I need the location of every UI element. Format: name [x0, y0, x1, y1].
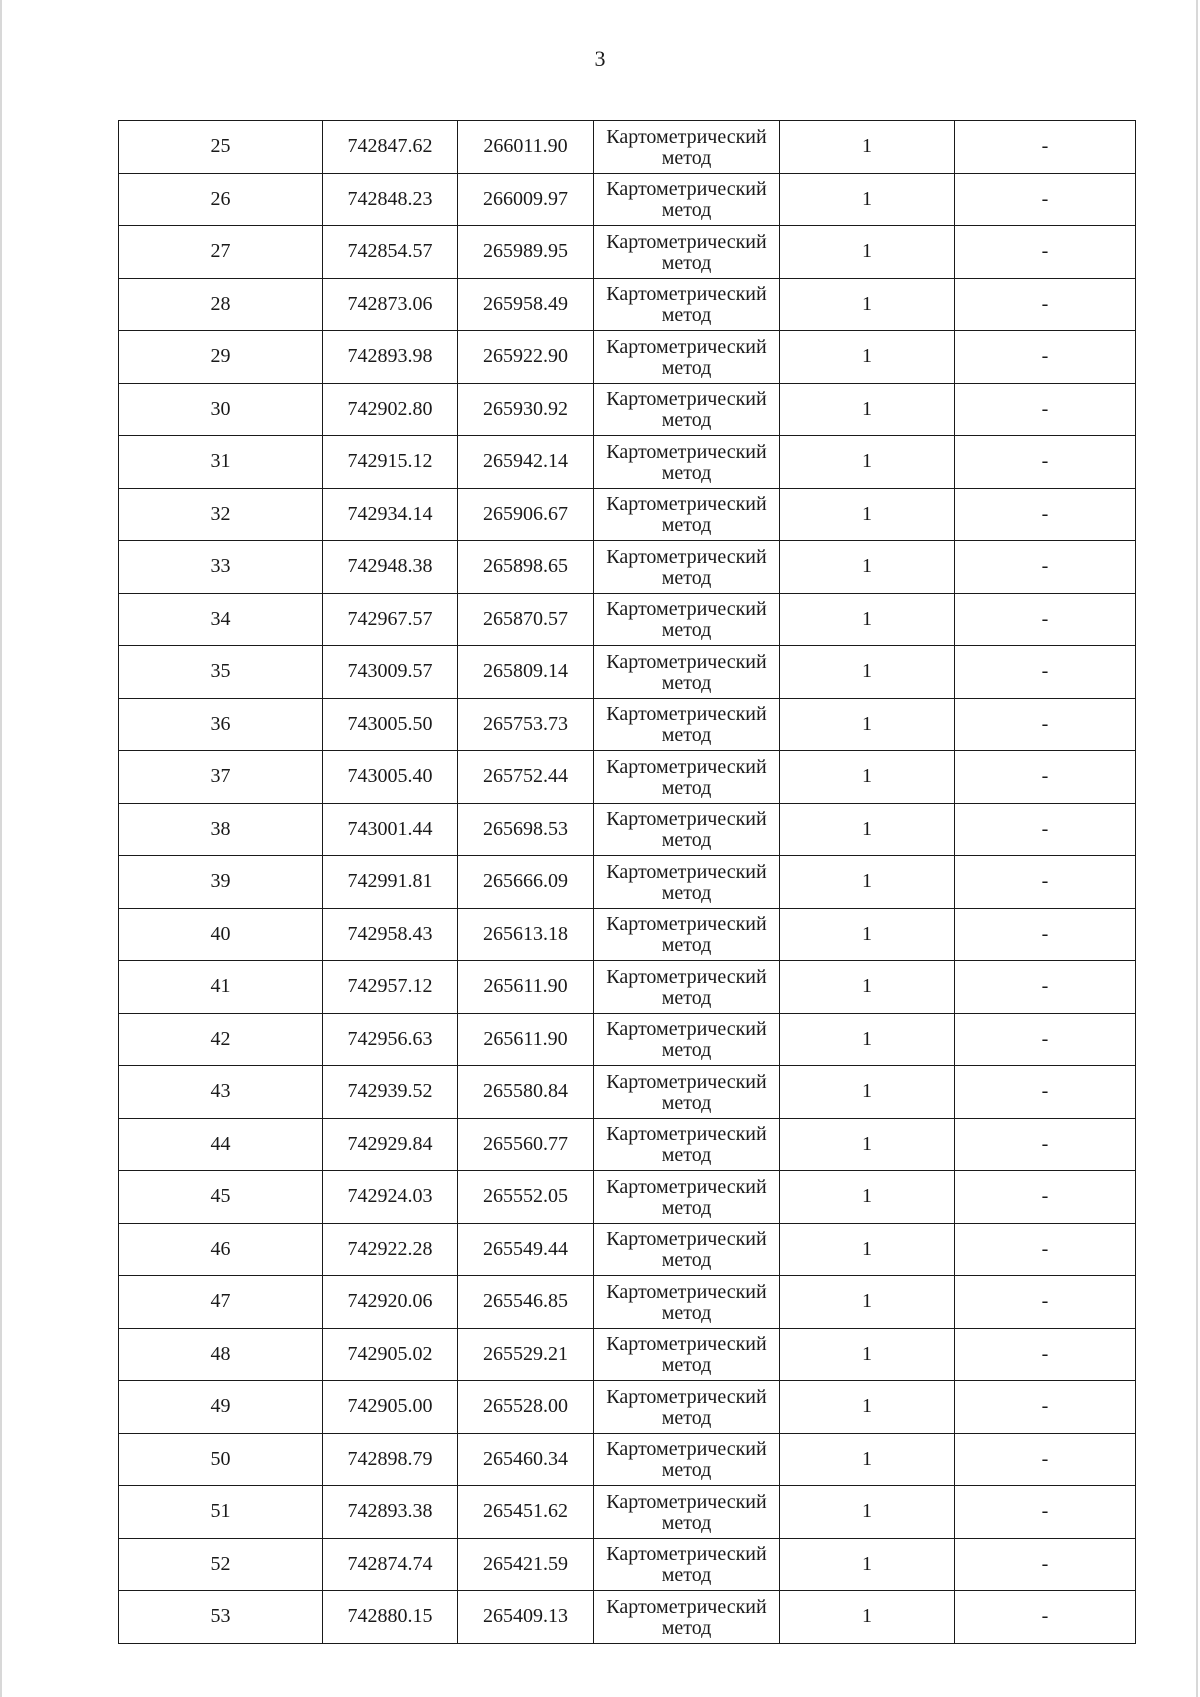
- method-text-line: Картометрический: [606, 650, 767, 673]
- method-text-line: метод: [661, 146, 712, 169]
- method-text-line: метод: [661, 619, 712, 642]
- note-cell: -: [955, 226, 1136, 279]
- note-cell: -: [955, 383, 1136, 436]
- point-number-cell: 26: [119, 173, 323, 226]
- accuracy-cell: 1: [780, 541, 955, 594]
- table-row: [119, 1328, 1136, 1381]
- method-cell: [594, 856, 780, 909]
- coordinates-table-body: [119, 121, 1136, 1644]
- x-coordinate-cell: 742915.12: [323, 436, 458, 489]
- accuracy-cell: 1: [780, 698, 955, 751]
- method-text-line: Картометрический: [606, 598, 767, 621]
- x-coordinate-cell: 742956.63: [323, 1013, 458, 1066]
- table-row: [119, 278, 1136, 331]
- point-number-cell: 48: [119, 1328, 323, 1381]
- table-row: [119, 908, 1136, 961]
- x-coordinate-cell: 742934.14: [323, 488, 458, 541]
- note-cell: -: [955, 1066, 1136, 1119]
- method-text-line: Картометрический: [606, 1228, 767, 1251]
- method-cell: [594, 646, 780, 699]
- method-text-line: Картометрический: [606, 545, 767, 568]
- y-coordinate-cell: 265666.09: [458, 856, 594, 909]
- method-cell: [594, 1486, 780, 1539]
- note-cell: -: [955, 961, 1136, 1014]
- method-cell: [594, 173, 780, 226]
- method-text-line: Картометрический: [606, 1385, 767, 1408]
- note-cell: -: [955, 856, 1136, 909]
- x-coordinate-cell: 742924.03: [323, 1171, 458, 1224]
- method-cell: [594, 541, 780, 594]
- method-text-line: метод: [661, 829, 712, 852]
- table-row: [119, 1276, 1136, 1329]
- y-coordinate-cell: 265942.14: [458, 436, 594, 489]
- accuracy-cell: 1: [780, 908, 955, 961]
- note-cell: -: [955, 751, 1136, 804]
- method-text-line: Картометрический: [606, 230, 767, 253]
- method-text-line: Картометрический: [606, 388, 767, 411]
- method-text-line: метод: [661, 461, 712, 484]
- accuracy-cell: 1: [780, 173, 955, 226]
- method-cell: [594, 698, 780, 751]
- y-coordinate-cell: 265552.05: [458, 1171, 594, 1224]
- method-text-line: метод: [661, 1511, 712, 1534]
- table-row: [119, 646, 1136, 699]
- table-row: [119, 593, 1136, 646]
- x-coordinate-cell: 742957.12: [323, 961, 458, 1014]
- method-cell: [594, 1118, 780, 1171]
- note-cell: -: [955, 121, 1136, 174]
- method-text-line: метод: [661, 1616, 712, 1639]
- y-coordinate-cell: 265549.44: [458, 1223, 594, 1276]
- y-coordinate-cell: 265698.53: [458, 803, 594, 856]
- y-coordinate-cell: 265613.18: [458, 908, 594, 961]
- point-number-cell: 46: [119, 1223, 323, 1276]
- accuracy-cell: 1: [780, 488, 955, 541]
- table-row: [119, 961, 1136, 1014]
- method-text-line: метод: [661, 881, 712, 904]
- note-cell: -: [955, 1118, 1136, 1171]
- method-text-line: Картометрический: [606, 283, 767, 306]
- accuracy-cell: 1: [780, 1433, 955, 1486]
- note-cell: -: [955, 1013, 1136, 1066]
- x-coordinate-cell: 742948.38: [323, 541, 458, 594]
- accuracy-cell: 1: [780, 1066, 955, 1119]
- method-text-line: Картометрический: [606, 1438, 767, 1461]
- point-number-cell: 31: [119, 436, 323, 489]
- method-text-line: метод: [661, 1091, 712, 1114]
- point-number-cell: 36: [119, 698, 323, 751]
- accuracy-cell: 1: [780, 1486, 955, 1539]
- accuracy-cell: 1: [780, 226, 955, 279]
- x-coordinate-cell: 742929.84: [323, 1118, 458, 1171]
- point-number-cell: 51: [119, 1486, 323, 1539]
- note-cell: -: [955, 1486, 1136, 1539]
- point-number-cell: 49: [119, 1381, 323, 1434]
- y-coordinate-cell: 265930.92: [458, 383, 594, 436]
- y-coordinate-cell: 265753.73: [458, 698, 594, 751]
- y-coordinate-cell: 265611.90: [458, 1013, 594, 1066]
- table-row: [119, 1433, 1136, 1486]
- y-coordinate-cell: 265870.57: [458, 593, 594, 646]
- method-text-line: метод: [661, 304, 712, 327]
- method-text-line: метод: [661, 251, 712, 274]
- method-text-line: Картометрический: [606, 860, 767, 883]
- method-text-line: Картометрический: [606, 178, 767, 201]
- table-row: [119, 1066, 1136, 1119]
- y-coordinate-cell: 265752.44: [458, 751, 594, 804]
- table-row: [119, 1118, 1136, 1171]
- y-coordinate-cell: 265611.90: [458, 961, 594, 1014]
- table-row: [119, 1013, 1136, 1066]
- method-text-line: метод: [661, 1196, 712, 1219]
- method-text-line: Картометрический: [606, 703, 767, 726]
- x-coordinate-cell: 743001.44: [323, 803, 458, 856]
- x-coordinate-cell: 743009.57: [323, 646, 458, 699]
- method-text-line: метод: [661, 566, 712, 589]
- table-row: [119, 331, 1136, 384]
- point-number-cell: 39: [119, 856, 323, 909]
- method-text-line: Картометрический: [606, 1123, 767, 1146]
- scan-edge-right: [1196, 0, 1198, 1697]
- y-coordinate-cell: 265922.90: [458, 331, 594, 384]
- y-coordinate-cell: 265989.95: [458, 226, 594, 279]
- x-coordinate-cell: 742958.43: [323, 908, 458, 961]
- method-text-line: метод: [661, 514, 712, 537]
- y-coordinate-cell: 265958.49: [458, 278, 594, 331]
- point-number-cell: 28: [119, 278, 323, 331]
- note-cell: -: [955, 436, 1136, 489]
- x-coordinate-cell: 742893.98: [323, 331, 458, 384]
- x-coordinate-cell: 742920.06: [323, 1276, 458, 1329]
- method-cell: [594, 436, 780, 489]
- method-text-line: Картометрический: [606, 1490, 767, 1513]
- accuracy-cell: 1: [780, 751, 955, 804]
- x-coordinate-cell: 742902.80: [323, 383, 458, 436]
- method-text-line: метод: [661, 356, 712, 379]
- method-cell: [594, 1066, 780, 1119]
- method-text-line: Картометрический: [606, 1018, 767, 1041]
- table-row: [119, 1381, 1136, 1434]
- note-cell: -: [955, 541, 1136, 594]
- method-text-line: метод: [661, 1564, 712, 1587]
- accuracy-cell: 1: [780, 1591, 955, 1644]
- note-cell: -: [955, 1381, 1136, 1434]
- accuracy-cell: 1: [780, 383, 955, 436]
- table-row: [119, 541, 1136, 594]
- y-coordinate-cell: 265409.13: [458, 1591, 594, 1644]
- accuracy-cell: 1: [780, 803, 955, 856]
- point-number-cell: 34: [119, 593, 323, 646]
- x-coordinate-cell: 742880.15: [323, 1591, 458, 1644]
- method-cell: [594, 961, 780, 1014]
- table-row: [119, 1591, 1136, 1644]
- table-row: [119, 856, 1136, 909]
- method-text-line: Картометрический: [606, 808, 767, 831]
- table-row: [119, 803, 1136, 856]
- point-number-cell: 52: [119, 1538, 323, 1591]
- method-cell: [594, 803, 780, 856]
- method-text-line: Картометрический: [606, 1333, 767, 1356]
- note-cell: -: [955, 1591, 1136, 1644]
- point-number-cell: 40: [119, 908, 323, 961]
- accuracy-cell: 1: [780, 436, 955, 489]
- method-text-line: метод: [661, 986, 712, 1009]
- x-coordinate-cell: 743005.40: [323, 751, 458, 804]
- note-cell: -: [955, 173, 1136, 226]
- coordinates-table: [118, 120, 1136, 1644]
- table-row: [119, 1171, 1136, 1224]
- method-text-line: метод: [661, 671, 712, 694]
- x-coordinate-cell: 742939.52: [323, 1066, 458, 1119]
- x-coordinate-cell: 743005.50: [323, 698, 458, 751]
- x-coordinate-cell: 742848.23: [323, 173, 458, 226]
- table-row: [119, 383, 1136, 436]
- accuracy-cell: 1: [780, 856, 955, 909]
- y-coordinate-cell: 265580.84: [458, 1066, 594, 1119]
- method-text-line: метод: [661, 934, 712, 957]
- y-coordinate-cell: 265898.65: [458, 541, 594, 594]
- method-text-line: Картометрический: [606, 493, 767, 516]
- accuracy-cell: 1: [780, 1276, 955, 1329]
- accuracy-cell: 1: [780, 1538, 955, 1591]
- method-text-line: метод: [661, 1249, 712, 1272]
- method-cell: [594, 1381, 780, 1434]
- note-cell: -: [955, 646, 1136, 699]
- point-number-cell: 30: [119, 383, 323, 436]
- method-text-line: Картометрический: [606, 1595, 767, 1618]
- accuracy-cell: 1: [780, 1118, 955, 1171]
- method-text-line: метод: [661, 1144, 712, 1167]
- method-cell: [594, 383, 780, 436]
- method-text-line: Картометрический: [606, 440, 767, 463]
- method-text-line: метод: [661, 1406, 712, 1429]
- table-row: [119, 698, 1136, 751]
- table-row: [119, 226, 1136, 279]
- table-row: [119, 1538, 1136, 1591]
- method-text-line: Картометрический: [606, 1280, 767, 1303]
- method-cell: [594, 1223, 780, 1276]
- method-cell: [594, 1538, 780, 1591]
- method-text-line: метод: [661, 199, 712, 222]
- x-coordinate-cell: 742854.57: [323, 226, 458, 279]
- accuracy-cell: 1: [780, 121, 955, 174]
- note-cell: -: [955, 1538, 1136, 1591]
- x-coordinate-cell: 742905.00: [323, 1381, 458, 1434]
- point-number-cell: 47: [119, 1276, 323, 1329]
- method-text-line: Картометрический: [606, 965, 767, 988]
- y-coordinate-cell: 265451.62: [458, 1486, 594, 1539]
- point-number-cell: 50: [119, 1433, 323, 1486]
- method-text-line: метод: [661, 776, 712, 799]
- y-coordinate-cell: 265546.85: [458, 1276, 594, 1329]
- note-cell: -: [955, 278, 1136, 331]
- note-cell: -: [955, 1171, 1136, 1224]
- method-text-line: Картометрический: [606, 913, 767, 936]
- x-coordinate-cell: 742905.02: [323, 1328, 458, 1381]
- point-number-cell: 25: [119, 121, 323, 174]
- method-text-line: Картометрический: [606, 335, 767, 358]
- note-cell: -: [955, 1223, 1136, 1276]
- page-number: 3: [594, 46, 606, 71]
- method-cell: [594, 488, 780, 541]
- method-text-line: метод: [661, 409, 712, 432]
- point-number-cell: 27: [119, 226, 323, 279]
- table-row: [119, 751, 1136, 804]
- point-number-cell: 33: [119, 541, 323, 594]
- method-text-line: Картометрический: [606, 755, 767, 778]
- method-text-line: Картометрический: [606, 125, 767, 148]
- method-cell: [594, 1171, 780, 1224]
- accuracy-cell: 1: [780, 1171, 955, 1224]
- point-number-cell: 35: [119, 646, 323, 699]
- method-cell: [594, 1276, 780, 1329]
- method-text-line: Картометрический: [606, 1543, 767, 1566]
- point-number-cell: 38: [119, 803, 323, 856]
- table-row: [119, 1223, 1136, 1276]
- point-number-cell: 53: [119, 1591, 323, 1644]
- accuracy-cell: 1: [780, 593, 955, 646]
- y-coordinate-cell: 265560.77: [458, 1118, 594, 1171]
- x-coordinate-cell: 742967.57: [323, 593, 458, 646]
- y-coordinate-cell: 265906.67: [458, 488, 594, 541]
- method-cell: [594, 1433, 780, 1486]
- method-cell: [594, 593, 780, 646]
- accuracy-cell: 1: [780, 278, 955, 331]
- method-cell: [594, 226, 780, 279]
- note-cell: -: [955, 698, 1136, 751]
- scan-edge-left: [0, 0, 2, 1697]
- method-text-line: метод: [661, 1459, 712, 1482]
- note-cell: -: [955, 331, 1136, 384]
- method-cell: [594, 278, 780, 331]
- table-row: [119, 1486, 1136, 1539]
- method-cell: [594, 751, 780, 804]
- point-number-cell: 37: [119, 751, 323, 804]
- point-number-cell: 32: [119, 488, 323, 541]
- point-number-cell: 43: [119, 1066, 323, 1119]
- accuracy-cell: 1: [780, 961, 955, 1014]
- point-number-cell: 45: [119, 1171, 323, 1224]
- note-cell: -: [955, 1328, 1136, 1381]
- method-text-line: метод: [661, 1354, 712, 1377]
- accuracy-cell: 1: [780, 1381, 955, 1434]
- x-coordinate-cell: 742874.74: [323, 1538, 458, 1591]
- table-row: [119, 173, 1136, 226]
- y-coordinate-cell: 265528.00: [458, 1381, 594, 1434]
- x-coordinate-cell: 742893.38: [323, 1486, 458, 1539]
- point-number-cell: 42: [119, 1013, 323, 1066]
- y-coordinate-cell: 265460.34: [458, 1433, 594, 1486]
- y-coordinate-cell: 266009.97: [458, 173, 594, 226]
- x-coordinate-cell: 742922.28: [323, 1223, 458, 1276]
- method-cell: [594, 1328, 780, 1381]
- x-coordinate-cell: 742991.81: [323, 856, 458, 909]
- point-number-cell: 29: [119, 331, 323, 384]
- accuracy-cell: 1: [780, 646, 955, 699]
- x-coordinate-cell: 742898.79: [323, 1433, 458, 1486]
- note-cell: -: [955, 488, 1136, 541]
- note-cell: -: [955, 1276, 1136, 1329]
- accuracy-cell: 1: [780, 1328, 955, 1381]
- note-cell: -: [955, 803, 1136, 856]
- method-cell: [594, 908, 780, 961]
- table-row: [119, 121, 1136, 174]
- method-cell: [594, 1591, 780, 1644]
- y-coordinate-cell: 265529.21: [458, 1328, 594, 1381]
- method-text-line: Картометрический: [606, 1070, 767, 1093]
- accuracy-cell: 1: [780, 1223, 955, 1276]
- method-cell: [594, 331, 780, 384]
- method-cell: [594, 121, 780, 174]
- x-coordinate-cell: 742873.06: [323, 278, 458, 331]
- note-cell: -: [955, 593, 1136, 646]
- point-number-cell: 44: [119, 1118, 323, 1171]
- accuracy-cell: 1: [780, 331, 955, 384]
- note-cell: -: [955, 1433, 1136, 1486]
- y-coordinate-cell: 265809.14: [458, 646, 594, 699]
- x-coordinate-cell: 742847.62: [323, 121, 458, 174]
- method-text-line: Картометрический: [606, 1175, 767, 1198]
- y-coordinate-cell: 265421.59: [458, 1538, 594, 1591]
- table-row: [119, 488, 1136, 541]
- accuracy-cell: 1: [780, 1013, 955, 1066]
- table-row: [119, 436, 1136, 489]
- y-coordinate-cell: 266011.90: [458, 121, 594, 174]
- point-number-cell: 41: [119, 961, 323, 1014]
- method-cell: [594, 1013, 780, 1066]
- note-cell: -: [955, 908, 1136, 961]
- method-text-line: метод: [661, 1039, 712, 1062]
- method-text-line: метод: [661, 724, 712, 747]
- method-text-line: метод: [661, 1301, 712, 1324]
